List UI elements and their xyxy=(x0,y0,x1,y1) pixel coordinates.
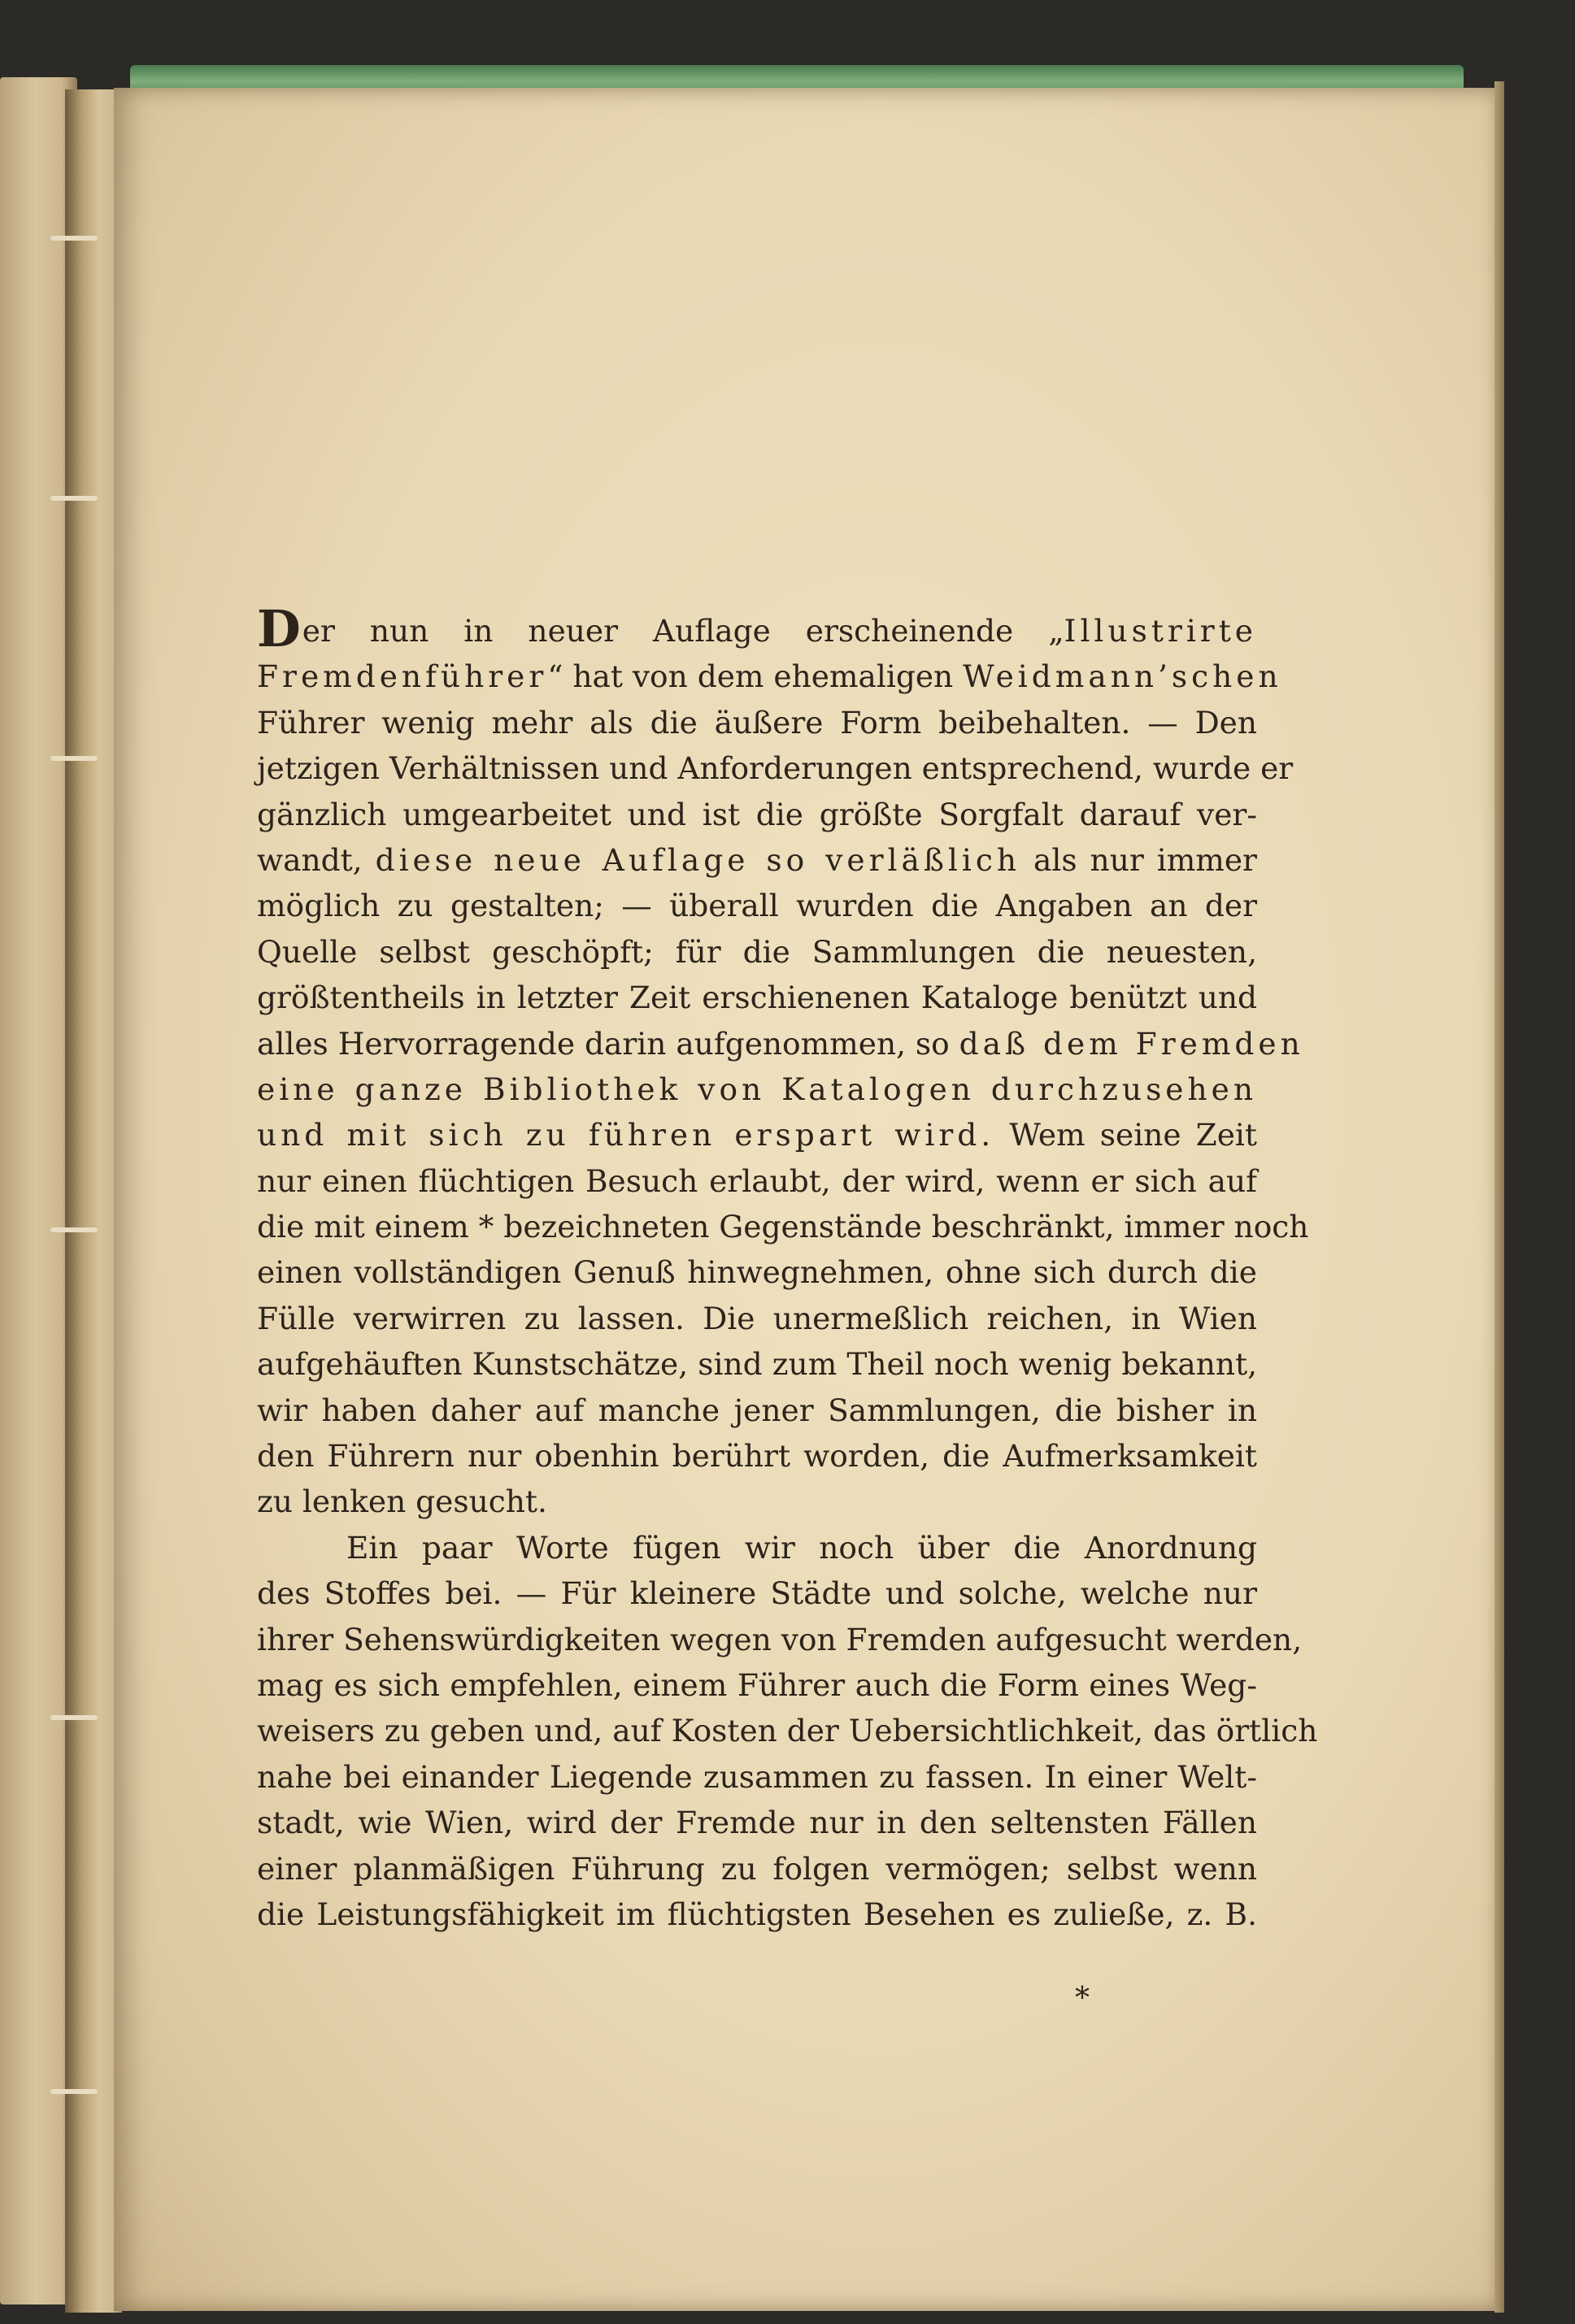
text-line: stadt, wie Wien, wird der Fremde nur in den seltensten Fällen xyxy=(257,1805,1257,1841)
spaced-text-run: Illustrirte xyxy=(1064,613,1257,649)
text-line: Fülle verwirren zu lassen. Die unermeßlich reichen, in Wien xyxy=(257,1300,1257,1336)
spaced-text-run: Fremdenführer xyxy=(257,658,548,695)
text-line: zu lenken gesucht. xyxy=(257,1483,547,1520)
text-line: möglich zu gestalten; — überall wurden die Angaben an der xyxy=(257,888,1257,924)
spaced-text-run: Weidmann’schen xyxy=(963,658,1282,695)
page-right-edge xyxy=(1495,81,1504,2313)
text-line: Führer wenig mehr als die äußere Form beibehalten. — Den xyxy=(257,704,1257,741)
text-line: Ein paar Worte fügen wir noch über die Anordnung xyxy=(346,1529,1257,1566)
spaced-text-run: eine ganze Bibliothek von Katalogen durchzusehen xyxy=(257,1071,1257,1107)
paragraph-1 xyxy=(257,599,1309,1525)
spaced-text-run: diese neue Auflage so verläßlich xyxy=(375,841,1021,878)
text-line xyxy=(257,1112,1257,1158)
text-run: er nun in neuer Auflage erscheinende „ xyxy=(302,613,1064,649)
text-line: den Führern nur obenhin berührt worden, die Aufmerksamkeit xyxy=(257,1438,1257,1475)
page-text xyxy=(257,599,1318,1937)
text-line: wir haben daher auf manche jener Sammlungen, die bisher in xyxy=(257,1392,1257,1428)
text-line xyxy=(257,599,1257,658)
text-line: nahe bei einander Liegende zusammen zu fassen. In einer Welt- xyxy=(257,1758,1257,1795)
text-line: gänzlich umgearbeitet und ist die größte Sorgfalt darauf ver- xyxy=(257,796,1257,832)
text-line: mag es sich empfehlen, einem Führer auch die Form eines Weg- xyxy=(257,1666,1257,1703)
binding-stitch xyxy=(50,756,98,761)
text-line: die mit einem * bezeichneten Gegenstände beschränkt, immer noch xyxy=(257,1209,1309,1245)
text-line: aufgehäuften Kunstschätze, sind zum Theil noch wenig bekannt, xyxy=(257,1346,1257,1383)
text-line: einen vollständigen Genuß hinwegnehmen, ohne sich durch die xyxy=(257,1254,1257,1291)
text-line: die Leistungsfähigkeit im flüchtigsten Besehen es zuließe, z. B. xyxy=(257,1896,1257,1932)
text-line xyxy=(257,837,1257,883)
binding-stitch xyxy=(50,496,98,501)
spaced-text-run: daß dem Fremden xyxy=(959,1025,1304,1062)
text-line: einer planmäßigen Führung zu folgen vermögen; selbst wenn xyxy=(257,1850,1257,1887)
text-line xyxy=(257,1066,1257,1112)
text-run: Wem seine Zeit xyxy=(994,1117,1257,1153)
text-line xyxy=(257,1021,1304,1066)
text-line: weisers zu geben und, auf Kosten der Uebersichtlichkeit, das örtlich xyxy=(257,1713,1318,1749)
text-run: “ hat von dem ehemaligen xyxy=(547,658,964,695)
text-line: ihrer Sehenswürdigkeiten wegen von Fremden aufgesucht werden, xyxy=(257,1621,1303,1657)
text-line: Quelle selbst geschöpft; für die Sammlungen die neuesten, xyxy=(257,933,1257,970)
drop-cap: D xyxy=(257,599,301,658)
binding-stitch xyxy=(50,1715,98,1720)
binding-stitch xyxy=(50,236,98,241)
spaced-text-run: und mit sich zu führen erspart wird. xyxy=(257,1117,995,1153)
text-run: als nur immer xyxy=(1020,841,1257,878)
text-run: alles Hervorragende darin aufgenommen, so xyxy=(257,1025,959,1062)
text-line: des Stoffes bei. — Für kleinere Städte und solche, welche nur xyxy=(257,1575,1257,1612)
paragraph-2 xyxy=(257,1525,1318,1938)
text-run: wandt, xyxy=(257,841,376,878)
text-line: nur einen flüchtigen Besuch erlaubt, der wird, wenn er sich auf xyxy=(257,1162,1257,1199)
binding-stitch xyxy=(50,2089,98,2094)
text-line xyxy=(257,654,1282,699)
text-line: größtentheils in letzter Zeit erschienenen Kataloge benützt und xyxy=(257,980,1257,1016)
binding-stitch xyxy=(50,1227,98,1232)
signature-mark: * xyxy=(1075,1982,1090,2015)
text-line: jetzigen Verhältnissen und Anforderungen entsprechend, wurde er xyxy=(257,750,1294,787)
